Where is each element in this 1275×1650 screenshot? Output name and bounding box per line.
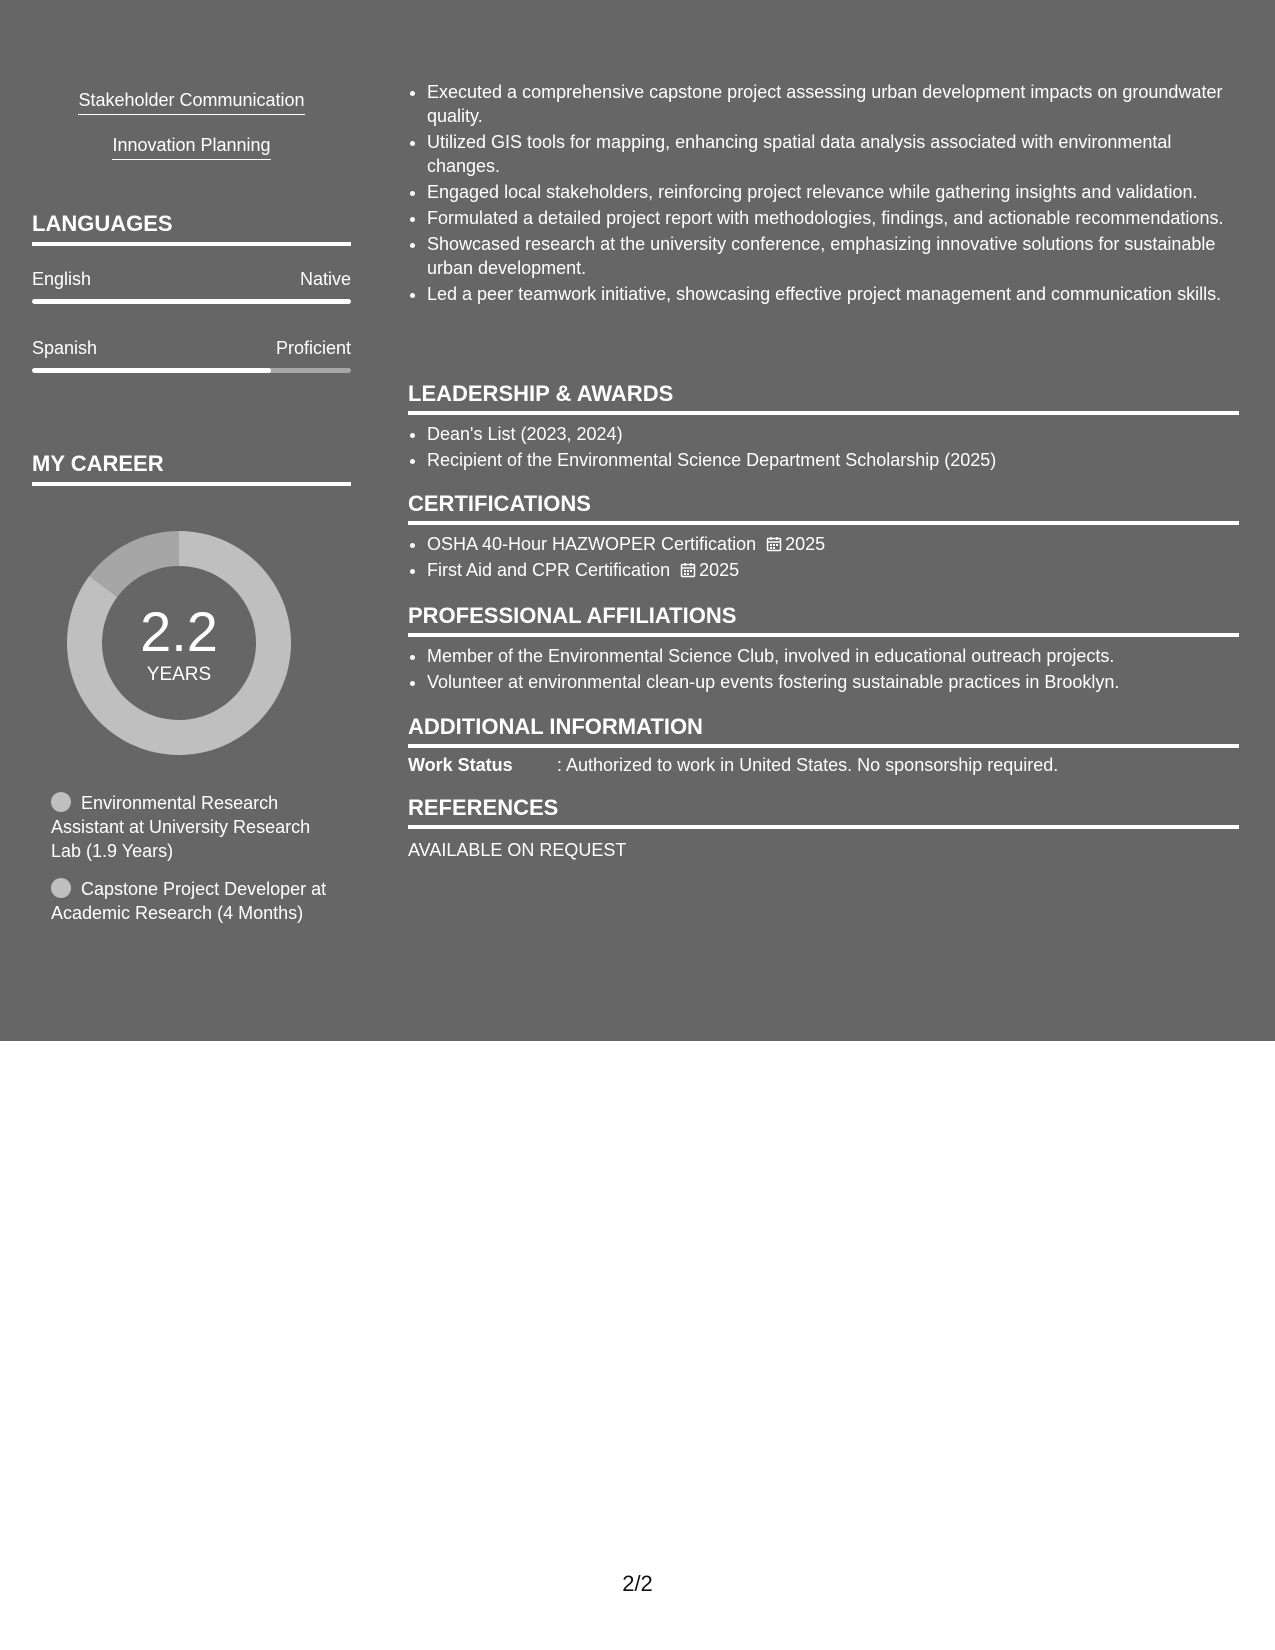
calendar-icon xyxy=(680,562,696,578)
list-item: • Engaged local stakeholders, reinforcing project relevance while gathering insights and validation. xyxy=(427,180,1239,204)
list-item: • Led a peer teamwork initiative, showcasing effective project management and communication skills. xyxy=(427,282,1239,306)
skill-label: Stakeholder Communication xyxy=(78,88,304,115)
additional-info-heading: ADDITIONAL INFORMATION xyxy=(408,713,1239,748)
certification-year-label: 2025 xyxy=(785,534,826,554)
language-row xyxy=(32,267,351,291)
language-bar xyxy=(32,299,351,304)
language-name: Spanish xyxy=(32,338,98,358)
list-item: • Formulated a detailed project report with methodologies, findings, and actionable recommendations. xyxy=(427,206,1239,230)
references-text: AVAILABLE ON REQUEST xyxy=(408,840,627,860)
skill-link[interactable] xyxy=(32,133,351,160)
certification-year xyxy=(766,534,825,554)
list-item: • Volunteer at environmental clean-up events fostering sustainable practices in Brooklyn. xyxy=(427,670,1239,694)
work-status-label: Work Status xyxy=(408,755,513,775)
certification-year xyxy=(680,560,739,580)
certifications-list xyxy=(408,532,1239,584)
language-name: English xyxy=(32,269,92,289)
certification-name: First Aid and CPR Certification xyxy=(427,560,671,580)
skill-label: Innovation Planning xyxy=(112,133,270,160)
leadership-list xyxy=(408,422,1239,474)
career-item-label: Environmental Research Assistant at University Research Lab (1.9 Years) xyxy=(51,793,311,861)
work-status-row xyxy=(408,753,1239,777)
language-level: Proficient xyxy=(275,338,351,358)
certification-year-label: 2025 xyxy=(699,560,740,580)
career-legend-dot xyxy=(51,878,71,898)
career-donut-chart xyxy=(67,531,291,755)
affiliations-heading: PROFESSIONAL AFFILIATIONS xyxy=(408,602,1239,637)
career-total-unit: YEARS xyxy=(146,664,212,685)
work-status-value: : Authorized to work in United States. No sponsorship required. xyxy=(557,755,1059,775)
list-item: • Showcased research at the university conference, emphasizing innovative solutions for sustainable urban development. xyxy=(427,232,1239,280)
page-number: 2/2 xyxy=(622,1571,653,1596)
list-item: • Dean's List (2023, 2024) xyxy=(427,422,1239,446)
list-item: • Member of the Environmental Science Club, involved in educational outreach projects. xyxy=(427,644,1239,668)
career-item xyxy=(51,877,331,925)
career-heading: MY CAREER xyxy=(32,450,351,486)
language-row xyxy=(32,336,351,360)
career-total-value: 2.2 xyxy=(140,600,218,663)
language-bar xyxy=(32,368,351,373)
calendar-icon xyxy=(766,536,782,552)
certifications-heading: CERTIFICATIONS xyxy=(408,490,1239,525)
language-level: Native xyxy=(299,269,351,289)
affiliations-list xyxy=(408,644,1239,696)
language-bar-fill xyxy=(32,299,351,304)
career-item-label: Capstone Project Developer at Academic Research (4 Months) xyxy=(51,879,327,923)
language-bar-fill xyxy=(32,368,271,373)
list-item: • Utilized GIS tools for mapping, enhancing spatial data analysis associated with environmental changes. xyxy=(427,130,1239,178)
project-bullet-list xyxy=(408,80,1239,308)
languages-heading: LANGUAGES xyxy=(32,210,351,246)
career-legend-dot xyxy=(51,792,71,812)
list-item: • Executed a comprehensive capstone project assessing urban development impacts on groundwater quality. xyxy=(427,80,1239,128)
list-item xyxy=(427,532,1239,556)
list-item xyxy=(427,558,1239,582)
list-item: • Recipient of the Environmental Science Department Scholarship (2025) xyxy=(427,448,1239,472)
skill-link[interactable] xyxy=(32,88,351,115)
certification-name: OSHA 40-Hour HAZWOPER Certification xyxy=(427,534,757,554)
career-item xyxy=(51,791,331,863)
references-heading: REFERENCES xyxy=(408,794,1239,829)
leadership-heading: LEADERSHIP & AWARDS xyxy=(408,380,1239,415)
